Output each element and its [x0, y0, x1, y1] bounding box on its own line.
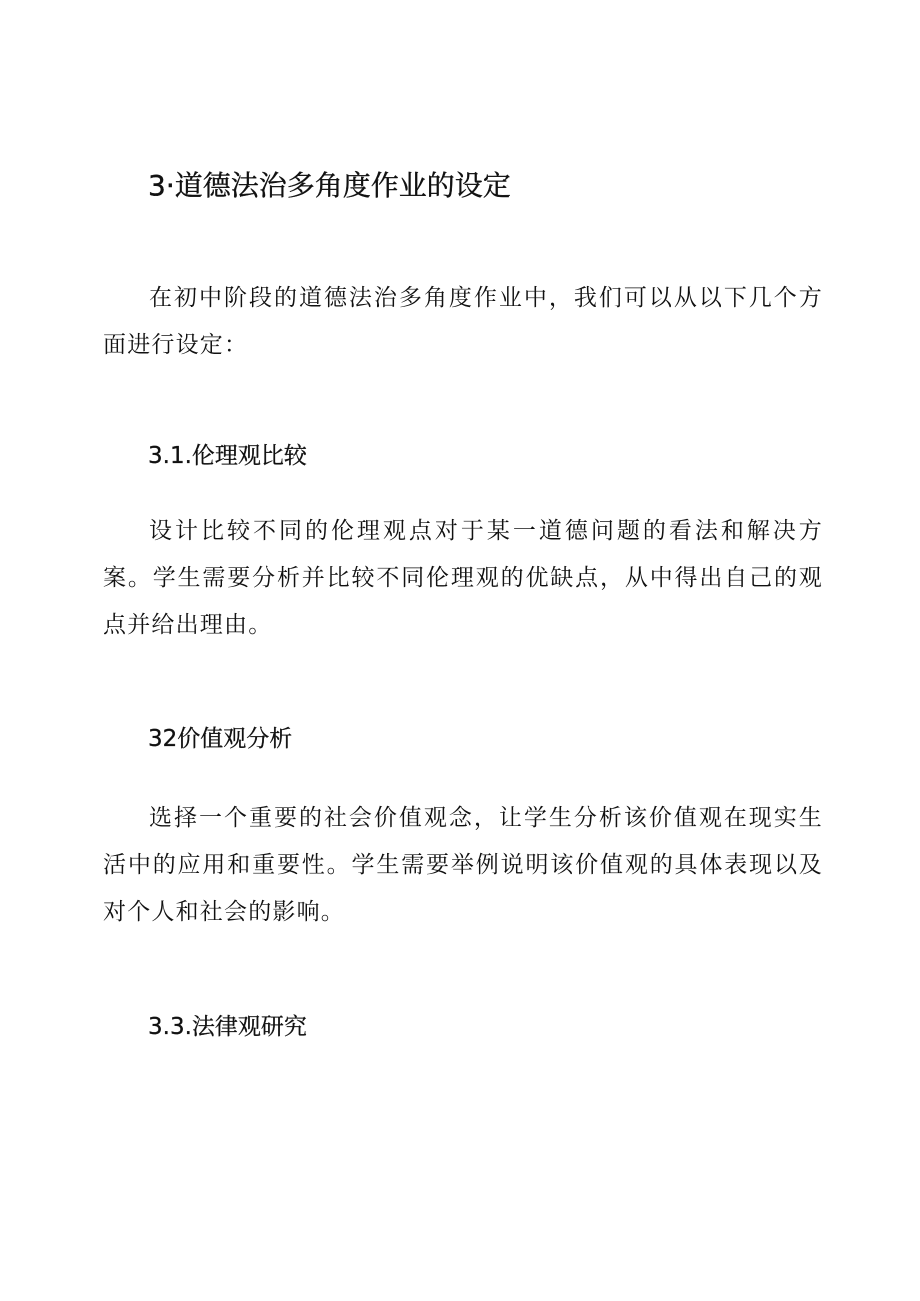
intro-paragraph: 在初中阶段的道德法治多角度作业中，我们可以从以下几个方面进行设定： — [103, 285, 823, 358]
section-title-values-analysis: 32价值观分析 — [148, 726, 293, 752]
section-title-law-research: 3.3.法律观研究 — [148, 1014, 307, 1040]
section-title-ethics-comparison: 3.1.伦理观比较 — [148, 443, 307, 469]
section-body-values-analysis: 选择一个重要的社会价值观念，让学生分析该价值观在现实生活中的应用和重要性。学生需要举例说明该价值观的具体表现以及对个人和社会的影响。 — [103, 805, 823, 925]
main-heading: 3·道德法治多角度作业的设定 — [148, 169, 511, 202]
section-body-ethics-comparison: 设计比较不同的伦理观点对于某一道德问题的看法和解决方案。学生需要分析并比较不同伦理观的优缺点，从中得出自己的观点并给出理由。 — [103, 518, 823, 638]
